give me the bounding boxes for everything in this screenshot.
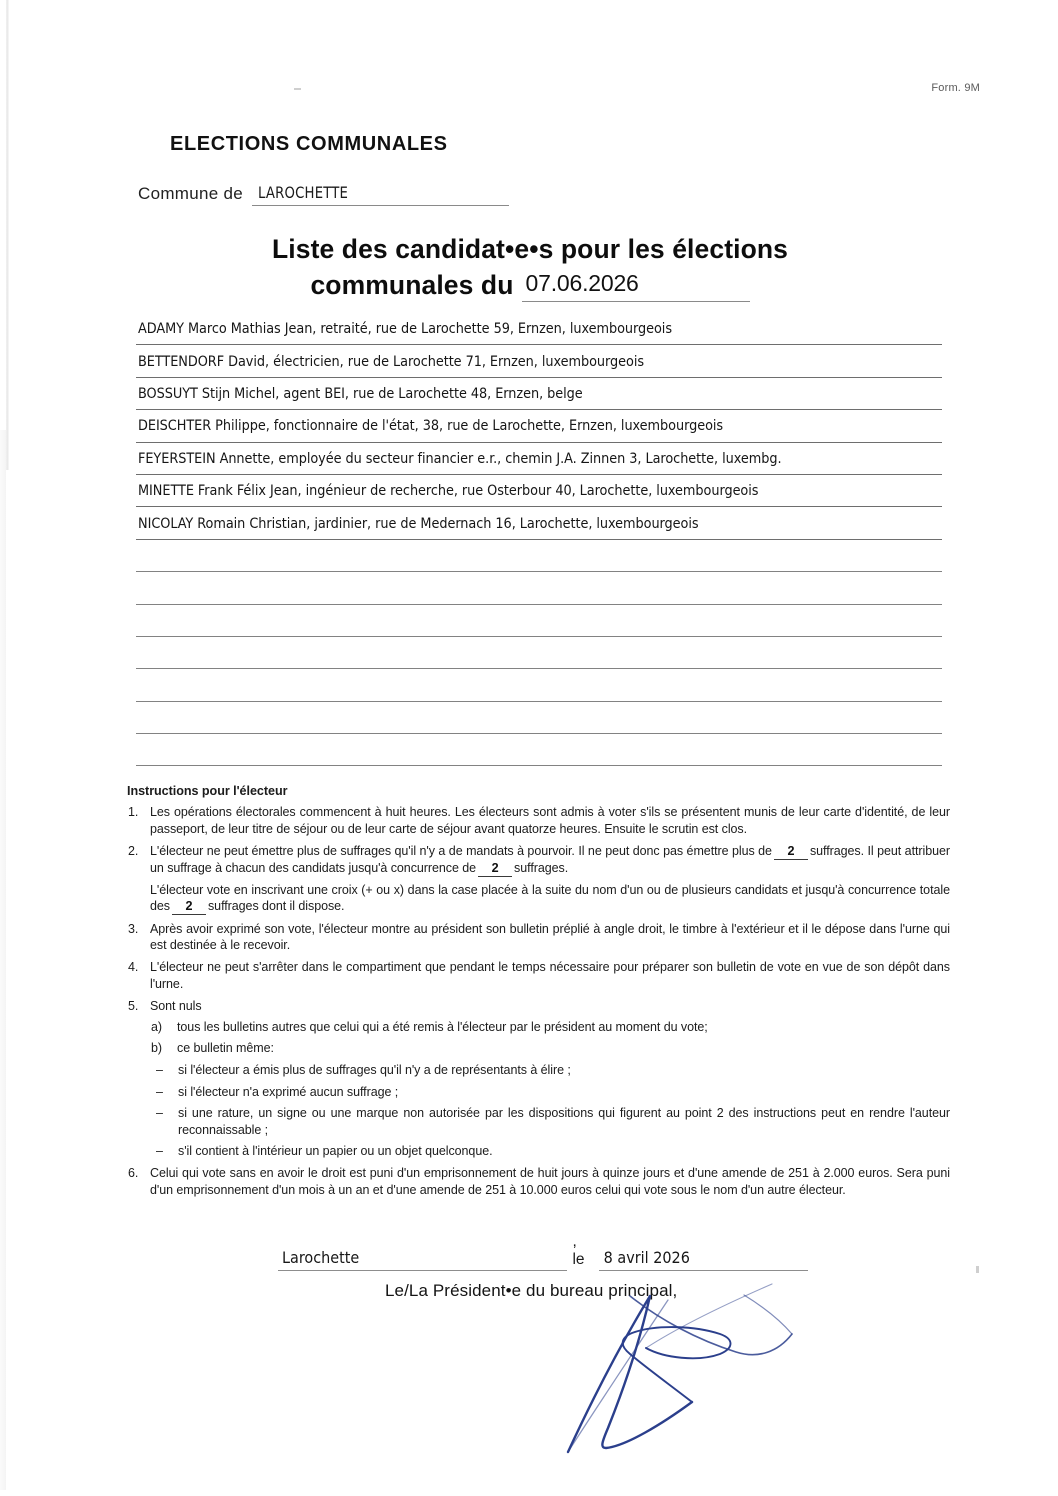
dash-item <box>150 1062 950 1079</box>
scan-speck <box>294 88 301 90</box>
candidate-text: MINETTE Frank Félix Jean, ingénieur de recherche, rue Osterbour 40, Larochette, luxembourgeois <box>138 482 759 500</box>
instruction-text-part2: suffrages. Il peut attribuer un suffrage à chacun des candidats jusqu'à concurrence de <box>150 843 950 875</box>
instruction-5-sub-b <box>150 1040 950 1057</box>
candidate-list <box>136 313 942 766</box>
president-label: Le/La Président•e du bureau principal, <box>385 1281 678 1300</box>
commune-label: Commune de <box>138 184 244 203</box>
instruction-2-subparagraph <box>150 882 950 916</box>
instruction-text: Les opérations électorales commencent à huit heures. Les électeurs sont admis à voter s'ils se présentent munis de leur carte d'identité, de leur passeport, de leur titre de séjour ou de leur carte de séjour avant quatorze heures. Ensuite le scrutin est clos. <box>150 805 950 836</box>
list-heading <box>130 233 930 302</box>
table-row[interactable] <box>136 475 942 507</box>
dash-text: si l'électeur a émis plus de suffrages qu'il n'y a de représentants à élire ; <box>178 1062 571 1077</box>
table-row-empty[interactable] <box>136 669 942 701</box>
instruction-text-part3: suffrages. <box>514 860 569 875</box>
scan-speck <box>976 1266 979 1273</box>
le-label: , le <box>572 1233 585 1268</box>
instruction-number: 6. <box>128 1166 139 1181</box>
table-row[interactable] <box>136 507 942 539</box>
table-row[interactable] <box>136 313 942 345</box>
table-row[interactable] <box>136 443 942 475</box>
instruction-number: 5. <box>128 999 139 1014</box>
candidate-text: BETTENDORF David, électricien, rue de Larochette 71, Ernzen, luxembourgeois <box>138 352 645 370</box>
commune-row <box>138 183 509 206</box>
instruction-text: Celui qui vote sans en avoir le droit est puni d'un emprisonnement de huit jours à quinze jours et d'une amende de 251 à 2.000 euros. Sera puni d'un emprisonnement d'un mois à un an et d'une amende de 251 à 10.000 euros celui qui vote sous le nom d'un autre électeur. <box>150 1166 950 1197</box>
instruction-5-sublist <box>150 1019 950 1057</box>
dash-item <box>150 1105 950 1138</box>
election-date-field[interactable] <box>522 266 750 302</box>
instruction-text: L'électeur ne peut s'arrêter dans le compartiment que pendant le temps nécessaire pour préparer son bulletin de vote en vue de son dépôt dans l'urne. <box>150 960 950 992</box>
table-row-empty[interactable] <box>136 572 942 604</box>
dash-item <box>150 1084 950 1101</box>
table-row[interactable] <box>136 345 942 377</box>
signature-date-field[interactable] <box>599 1248 808 1271</box>
table-row-empty[interactable] <box>136 637 942 669</box>
instructions-list <box>127 804 950 1199</box>
instruction-sub-part2: suffrages dont il dispose. <box>207 899 345 914</box>
instruction-text-part1: L'électeur ne peut émettre plus de suffrages qu'il n'y a de mandats à pourvoir. Il ne peut donc pas émettre plus de <box>150 843 772 858</box>
candidate-text: FEYERSTEIN Annette, employée du secteur financier e.r., chemin J.A. Zinnen 3, Larochette, luxembg. <box>138 449 782 467</box>
instruction-number: 4. <box>128 960 139 975</box>
candidate-text: BOSSUYT Stijn Michel, agent BEI, rue de Larochette 48, Ernzen, belge <box>138 384 583 402</box>
scan-edge-artifact-lower <box>0 430 6 1490</box>
instruction-item-3 <box>127 921 950 954</box>
dash-text: si une rature, un signe ou une marque non autorisée par les dispositions qui figurent au point 2 des instructions peut en rendre l'auteur reconnaissable ; <box>178 1106 950 1137</box>
sub-text: tous les bulletins autres que celui qui a été remis à l'électeur par le président au moment du vote; <box>177 1019 708 1034</box>
list-heading-line2-prefix: communales du <box>310 270 514 300</box>
instruction-5-sub-a <box>150 1019 950 1036</box>
suffrages-blank-1[interactable]: 2 <box>774 845 808 860</box>
candidate-text: NICOLAY Romain Christian, jardinier, rue de Medernach 16, Larochette, luxembourgeois <box>138 514 699 532</box>
dash-marker: – <box>156 1106 163 1121</box>
place-date-row <box>278 1233 808 1271</box>
dash-marker: – <box>156 1084 163 1099</box>
table-row-empty[interactable] <box>136 605 942 637</box>
suffrages-blank-2[interactable]: 2 <box>478 862 512 877</box>
election-date-value: 07.06.2026 <box>525 270 639 296</box>
scan-edge-artifact <box>6 0 9 470</box>
sub-marker: b) <box>151 1041 162 1056</box>
sub-marker: a) <box>151 1019 162 1034</box>
list-heading-line2 <box>130 266 930 302</box>
table-row-empty[interactable] <box>136 702 942 734</box>
table-row[interactable] <box>136 410 942 442</box>
signature-block <box>278 1233 808 1271</box>
place-value: Larochette <box>282 1248 360 1267</box>
commune-value: LAROCHETTE <box>258 183 349 202</box>
suffrages-blank-3[interactable]: 2 <box>172 900 206 915</box>
place-field[interactable] <box>278 1248 567 1271</box>
instruction-number: 1. <box>128 805 139 819</box>
commune-field[interactable] <box>252 183 509 206</box>
dash-item <box>150 1143 950 1160</box>
dash-text: si l'électeur n'a exprimé aucun suffrage ; <box>178 1084 399 1099</box>
table-row-empty[interactable] <box>136 540 942 572</box>
instruction-sub-part1: L'électeur vote en inscrivant une croix (+ ou x) dans la case placée à la suite du nom d'un ou de plusieurs candidats et jusqu'à concurrence totale des <box>150 882 950 914</box>
candidate-text: ADAMY Marco Mathias Jean, retraité, rue de Larochette 59, Ernzen, luxembourgeois <box>138 320 672 338</box>
instruction-text: Après avoir exprimé son vote, l'électeur montre au président son bulletin préplié à angle droit, le timbre à l'extérieur et il le dépose dans l'urne qui est destinée à le recevoir. <box>150 921 950 953</box>
sub-text: ce bulletin même: <box>177 1041 274 1056</box>
instruction-text: Sont nuls <box>150 999 202 1014</box>
candidate-text: DEISCHTER Philippe, fonctionnaire de l'état, 38, rue de Larochette, Ernzen, luxembourgeois <box>138 417 724 435</box>
dash-marker: – <box>156 1062 163 1077</box>
instruction-number: 3. <box>128 921 139 936</box>
form-code-label: Form. 9M <box>931 82 980 94</box>
instruction-5-dashlist <box>150 1062 950 1160</box>
instruction-item-1 <box>127 804 950 837</box>
instruction-item-5 <box>127 998 950 1160</box>
instruction-item-4 <box>127 959 950 992</box>
table-row[interactable] <box>136 378 942 410</box>
instructions-section <box>127 784 950 1204</box>
signature-date-value: 8 avril 2026 <box>603 1248 690 1267</box>
dash-marker: – <box>156 1144 163 1159</box>
instruction-number: 2. <box>128 843 139 858</box>
table-row-empty[interactable] <box>136 734 942 766</box>
instruction-item-6 <box>127 1165 950 1198</box>
list-heading-line1: Liste des candidat•e•s pour les élections <box>271 234 788 264</box>
page-title: ELECTIONS COMMUNALES <box>170 133 448 155</box>
dash-text: s'il contient à l'intérieur un papier ou un objet quelconque. <box>178 1144 493 1159</box>
instruction-item-2 <box>127 843 950 916</box>
instructions-heading: Instructions pour l'électeur <box>127 784 288 798</box>
